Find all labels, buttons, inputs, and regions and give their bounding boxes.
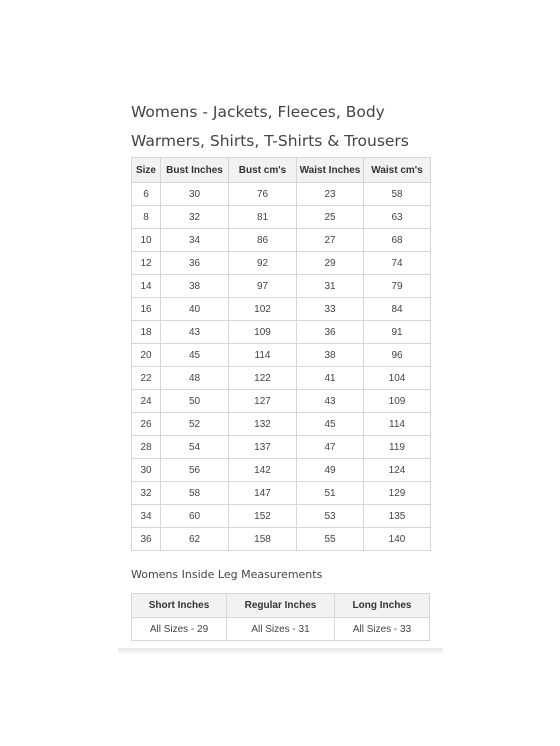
table-cell: 24	[132, 390, 161, 413]
table-cell: 16	[132, 298, 161, 321]
table-cell: 91	[364, 321, 431, 344]
column-header: Bust cm's	[229, 158, 297, 183]
table-row	[132, 252, 431, 275]
table-cell: 58	[161, 482, 229, 505]
table-cell: All Sizes - 29	[132, 618, 227, 641]
table-cell: 104	[364, 367, 431, 390]
table-cell: 32	[132, 482, 161, 505]
table-cell: 50	[161, 390, 229, 413]
table-cell: 81	[229, 206, 297, 229]
table-cell: 30	[161, 183, 229, 206]
table-row	[132, 505, 431, 528]
table-cell: 38	[161, 275, 229, 298]
table-cell: 53	[297, 505, 364, 528]
table-row	[132, 183, 431, 206]
table-cell: 142	[229, 459, 297, 482]
table-cell: 6	[132, 183, 161, 206]
table-row	[132, 298, 431, 321]
table-cell: 45	[161, 344, 229, 367]
table-cell: 86	[229, 229, 297, 252]
table-cell: 23	[297, 183, 364, 206]
table-cell: 51	[297, 482, 364, 505]
table-cell: 114	[229, 344, 297, 367]
table-cell: 28	[132, 436, 161, 459]
table-cell: 25	[297, 206, 364, 229]
table-cell: 47	[297, 436, 364, 459]
table-cell: 22	[132, 367, 161, 390]
table-cell: 124	[364, 459, 431, 482]
table-header-row	[132, 158, 431, 183]
table-row	[132, 459, 431, 482]
table-cell: 43	[297, 390, 364, 413]
table-cell: 58	[364, 183, 431, 206]
table-cell: 62	[161, 528, 229, 551]
table-cell: 33	[297, 298, 364, 321]
table-cell: 68	[364, 229, 431, 252]
table-cell: 135	[364, 505, 431, 528]
table-cell: 127	[229, 390, 297, 413]
table-cell: 18	[132, 321, 161, 344]
table-row	[132, 413, 431, 436]
table-cell: 54	[161, 436, 229, 459]
table-cell: 48	[161, 367, 229, 390]
table-cell: 12	[132, 252, 161, 275]
table-cell: 34	[132, 505, 161, 528]
table-cell: 45	[297, 413, 364, 436]
table-cell: 36	[297, 321, 364, 344]
table-cell: 38	[297, 344, 364, 367]
table-cell: 36	[161, 252, 229, 275]
table-cell: 147	[229, 482, 297, 505]
table-row	[132, 229, 431, 252]
table-cell: 92	[229, 252, 297, 275]
table-row	[132, 344, 431, 367]
table-cell: 129	[364, 482, 431, 505]
table-cell: 43	[161, 321, 229, 344]
column-header: Waist Inches	[297, 158, 364, 183]
table-header-row	[132, 594, 430, 618]
table-cell: 32	[161, 206, 229, 229]
table-row	[132, 367, 431, 390]
table-cell: 31	[297, 275, 364, 298]
table-cell: 76	[229, 183, 297, 206]
table-cell: 30	[132, 459, 161, 482]
table-cell: 29	[297, 252, 364, 275]
column-header: Short Inches	[132, 594, 227, 618]
table-cell: 119	[364, 436, 431, 459]
table-cell: 56	[161, 459, 229, 482]
column-header: Waist cm's	[364, 158, 431, 183]
column-header: Regular Inches	[227, 594, 335, 618]
table-cell: 26	[132, 413, 161, 436]
table-cell: 114	[364, 413, 431, 436]
table-cell: 122	[229, 367, 297, 390]
table-cell: 84	[364, 298, 431, 321]
size-chart-table	[131, 157, 431, 551]
table-cell: 49	[297, 459, 364, 482]
table-cell: 109	[229, 321, 297, 344]
table-row	[132, 436, 431, 459]
table-cell: 60	[161, 505, 229, 528]
table-cell: 102	[229, 298, 297, 321]
table-cell: 96	[364, 344, 431, 367]
table-cell: 152	[229, 505, 297, 528]
page-title: Womens - Jackets, Fleeces, Body Warmers, Shirts, T-Shirts & Trousers	[131, 103, 409, 150]
table-cell: 97	[229, 275, 297, 298]
column-header: Bust Inches	[161, 158, 229, 183]
table-cell: 52	[161, 413, 229, 436]
table-cell: All Sizes - 33	[335, 618, 430, 641]
table-cell: 137	[229, 436, 297, 459]
table-cell: 63	[364, 206, 431, 229]
column-header: Long Inches	[335, 594, 430, 618]
divider	[118, 648, 443, 654]
inside-leg-table	[131, 593, 430, 641]
table-cell: 132	[229, 413, 297, 436]
leg-measurements-title: Womens Inside Leg Measurements	[131, 568, 323, 581]
table-cell: 140	[364, 528, 431, 551]
table-cell: 158	[229, 528, 297, 551]
table-cell: 20	[132, 344, 161, 367]
table-cell: 40	[161, 298, 229, 321]
table-cell: 79	[364, 275, 431, 298]
column-header: Size	[132, 158, 161, 183]
table-cell: All Sizes - 31	[227, 618, 335, 641]
table-cell: 34	[161, 229, 229, 252]
table-cell: 36	[132, 528, 161, 551]
table-cell: 27	[297, 229, 364, 252]
table-cell: 41	[297, 367, 364, 390]
table-row	[132, 390, 431, 413]
table-row	[132, 528, 431, 551]
table-cell: 14	[132, 275, 161, 298]
table-cell: 55	[297, 528, 364, 551]
table-row	[132, 618, 430, 641]
table-cell: 109	[364, 390, 431, 413]
table-row	[132, 206, 431, 229]
table-row	[132, 482, 431, 505]
table-row	[132, 321, 431, 344]
table-row	[132, 275, 431, 298]
table-cell: 8	[132, 206, 161, 229]
table-cell: 10	[132, 229, 161, 252]
table-cell: 74	[364, 252, 431, 275]
